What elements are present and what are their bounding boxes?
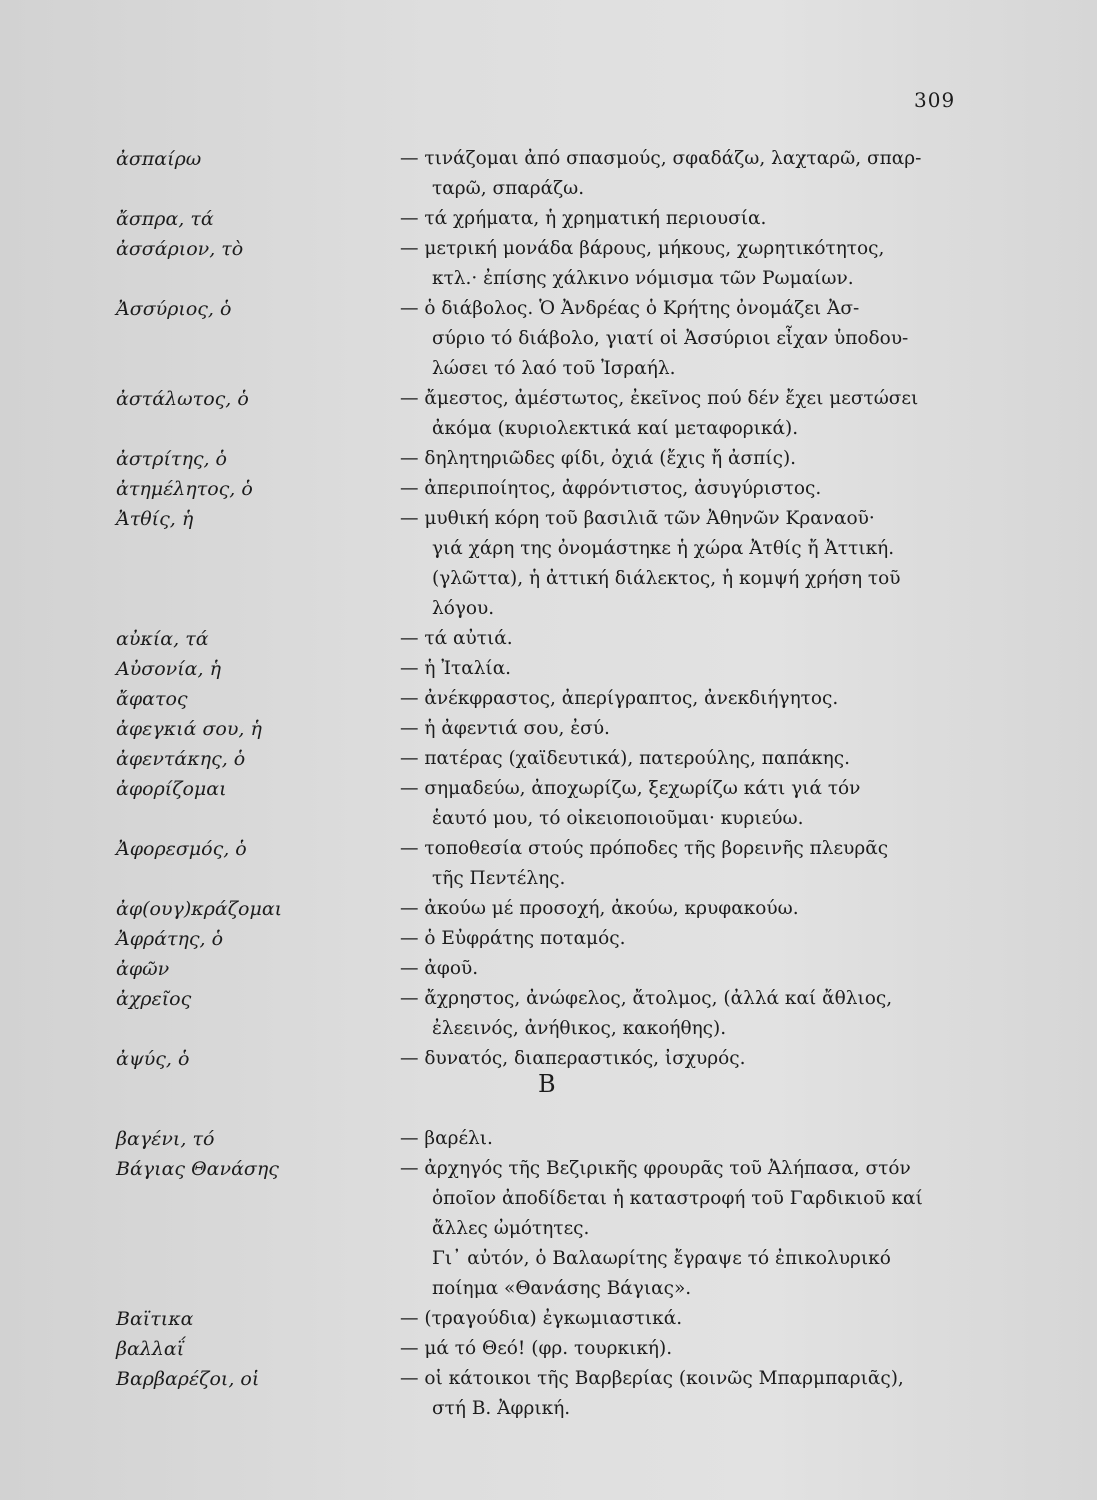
definition-line: — βαρέλι. xyxy=(400,1128,493,1149)
entry-headword: Ἀσσύριος, ὁ xyxy=(116,298,232,320)
definition-line: — δηλητηριῶδες φίδι, ὀχιά (ἔχις ἤ ἀσπίς). xyxy=(400,448,797,469)
definition-line: ὁποῖον ἀποδίδεται ἡ καταστροφή τοῦ Γαρδικιοῦ καί xyxy=(432,1188,923,1209)
definition-line: ἀκόμα (κυριολεκτικά καί μεταφορικά). xyxy=(432,418,799,439)
entry-headword: ἀχρεῖος xyxy=(116,988,192,1010)
entry-headword: ἀστρίτης, ὁ xyxy=(116,448,227,470)
definition-line: σύριο τό διάβολο, γιατί οἱ Ἀσσύριοι εἶχαν ὑποδου- xyxy=(432,328,909,349)
entry-headword: Ἀφορεσμός, ὁ xyxy=(116,838,247,860)
entry-definition xyxy=(400,1154,960,1304)
entry-definition xyxy=(400,624,960,654)
entry-definition xyxy=(400,774,960,834)
entry-definition xyxy=(400,744,960,774)
entry-headword: ἀτημέλητος, ὁ xyxy=(116,478,253,500)
entry-definition xyxy=(400,1364,960,1424)
entry-headword: βαλλαΐ xyxy=(116,1338,185,1360)
entry-headword: Βαϊτικα xyxy=(116,1308,194,1330)
definition-line: ποίημα «Θανάσης Βάγιας». xyxy=(432,1278,692,1299)
definition-line: — μετρική μονάδα βάρους, μήκους, χωρητικότητος, xyxy=(400,238,885,259)
entry-headword: Ἀφράτης, ὁ xyxy=(116,928,224,950)
entry-headword: Αὐσονία, ἡ xyxy=(116,658,221,680)
definition-line: — πατέρας (χαϊδευτικά), πατερούλης, παπάκης. xyxy=(400,748,850,769)
entry-headword: ἀσπαίρω xyxy=(116,148,202,170)
entry-headword: ἄφατος xyxy=(116,688,188,710)
definition-line: ἄλλες ὠμότητες. xyxy=(432,1218,590,1239)
definition-line: — τά αὐτιά. xyxy=(400,628,513,649)
entry-definition xyxy=(400,474,960,504)
entry-headword: Βαρβαρέζοι, οἱ xyxy=(116,1368,260,1390)
definition-line: — σημαδεύω, ἀποχωρίζω, ξεχωρίζω κάτι γιά τόν xyxy=(400,778,861,799)
definition-line: — ἀπεριποίητος, ἀφρόντιστος, ἀσυγύριστος. xyxy=(400,478,822,499)
definition-line: — ἀκούω μέ προσοχή, ἀκούω, κρυφακούω. xyxy=(400,898,799,919)
definition-line: — τά χρήματα, ἡ χρηματική περιουσία. xyxy=(400,208,767,229)
definition-line: — ὁ Εὐφράτης ποταμός. xyxy=(400,928,626,949)
definition-line: ταρῶ, σπαράζω. xyxy=(432,178,585,199)
definition-line: κτλ.· ἐπίσης χάλκινο νόμισμα τῶν Ρωμαίων. xyxy=(432,268,854,289)
definition-line: (γλῶττα), ἡ ἀττική διάλεκτος, ἡ κομψή χρήση τοῦ xyxy=(432,568,901,589)
entry-headword: ἀψύς, ὁ xyxy=(116,1048,190,1070)
entry-definition xyxy=(400,1124,960,1154)
entry-headword: Ἀτθίς, ἡ xyxy=(116,508,194,530)
definition-line: γιά χάρη της ὀνομάστηκε ἡ χώρα Ἀτθίς ἤ Ἀττική. xyxy=(432,538,895,559)
definition-line: — οἱ κάτοικοι τῆς Βαρβερίας (κοινῶς Μπαρμπαριᾶς), xyxy=(400,1368,904,1389)
definition-line: — ἡ Ἰταλία. xyxy=(400,658,512,679)
entry-headword: ἀφεντάκης, ὁ xyxy=(116,748,246,770)
definition-line: — ἄμεστος, ἀμέστωτος, ἐκεῖνος πού δέν ἔχει μεστώσει xyxy=(400,388,919,409)
definition-line: λώσει τό λαό τοῦ Ἰσραήλ. xyxy=(432,358,676,379)
definition-line: — ἀφοῦ. xyxy=(400,958,479,979)
definition-line: — ἀνέκφραστος, ἀπερίγραπτος, ἀνεκδιήγητος. xyxy=(400,688,839,709)
definition-line: ἑαυτό μου, τό οἰκειοποιοῦμαι· κυριεύω. xyxy=(432,808,804,829)
definition-line: — τοποθεσία στούς πρόποδες τῆς βορεινῆς πλευρᾶς xyxy=(400,838,889,859)
entry-definition xyxy=(400,1044,960,1074)
definition-line: — ἡ ἀφεντιά σου, ἐσύ. xyxy=(400,718,610,739)
page-number: 309 xyxy=(914,88,956,112)
entry-headword: ἀφεγκιά σου, ἡ xyxy=(116,718,262,740)
entry-definition xyxy=(400,384,960,444)
entry-definition xyxy=(400,684,960,714)
entry-headword: ἀφορίζομαι xyxy=(116,778,227,800)
entry-definition xyxy=(400,954,960,984)
entry-definition xyxy=(400,654,960,684)
entry-headword: ἄσπρα, τά xyxy=(116,208,214,230)
entry-headword: βαγένι, τό xyxy=(116,1128,215,1150)
definition-line: — ἀρχηγός τῆς Βεζιρικῆς φρουρᾶς τοῦ Ἀλήπασα, στόν xyxy=(400,1158,911,1179)
entry-definition xyxy=(400,1334,960,1364)
definition-line: — ἄχρηστος, ἀνώφελος, ἄτολμος, (ἀλλά καί ἄθλιος, xyxy=(400,988,893,1009)
entry-headword: ἀφ(ουγ)κράζομαι xyxy=(116,898,283,920)
entry-definition xyxy=(400,984,960,1044)
definition-line: — μά τό Θεό! (φρ. τουρκική). xyxy=(400,1338,673,1359)
definition-line: λόγου. xyxy=(432,598,495,619)
entry-definition xyxy=(400,894,960,924)
definition-line: ἐλεεινός, ἀνήθικος, κακοήθης). xyxy=(432,1018,727,1039)
entry-definition xyxy=(400,294,960,384)
definition-line: — δυνατός, διαπεραστικός, ἰσχυρός. xyxy=(400,1048,746,1069)
entry-headword: ἀφῶν xyxy=(116,958,170,980)
entry-definition xyxy=(400,444,960,474)
entry-definition xyxy=(400,204,960,234)
entry-definition xyxy=(400,234,960,294)
entry-definition xyxy=(400,144,960,204)
definition-line: τῆς Πεντέλης. xyxy=(432,868,566,889)
entry-headword: ἀστάλωτος, ὁ xyxy=(116,388,249,410)
entry-definition xyxy=(400,1304,960,1334)
entry-headword: Βάγιας Θανάσης xyxy=(116,1158,279,1180)
definition-line: — ὁ διάβολος. Ὁ Ἀνδρέας ὁ Κρήτης ὀνομάζει Ἀσ- xyxy=(400,298,860,319)
entry-definition xyxy=(400,834,960,894)
definition-line: — μυθική κόρη τοῦ βασιλιᾶ τῶν Ἀθηνῶν Κραναοῦ· xyxy=(400,508,875,529)
definition-line: — (τραγούδια) ἐγκωμιαστικά. xyxy=(400,1308,683,1329)
entry-definition xyxy=(400,504,960,624)
definition-line: — τινάζομαι ἀπό σπασμούς, σφαδάζω, λαχταρῶ, σπαρ- xyxy=(400,148,922,169)
entry-headword: ἀσσάριον, τὸ xyxy=(116,238,244,260)
definition-line: Γι᾽ αὐτόν, ὁ Βαλαωρίτης ἔγραψε τό ἐπικολυρικό xyxy=(432,1248,891,1269)
entry-headword: αὐκία, τά xyxy=(116,628,209,650)
entry-definition xyxy=(400,714,960,744)
definition-line: στή Β. Ἀφρική. xyxy=(432,1398,571,1419)
section-letter: B xyxy=(538,1070,556,1098)
entry-definition xyxy=(400,924,960,954)
